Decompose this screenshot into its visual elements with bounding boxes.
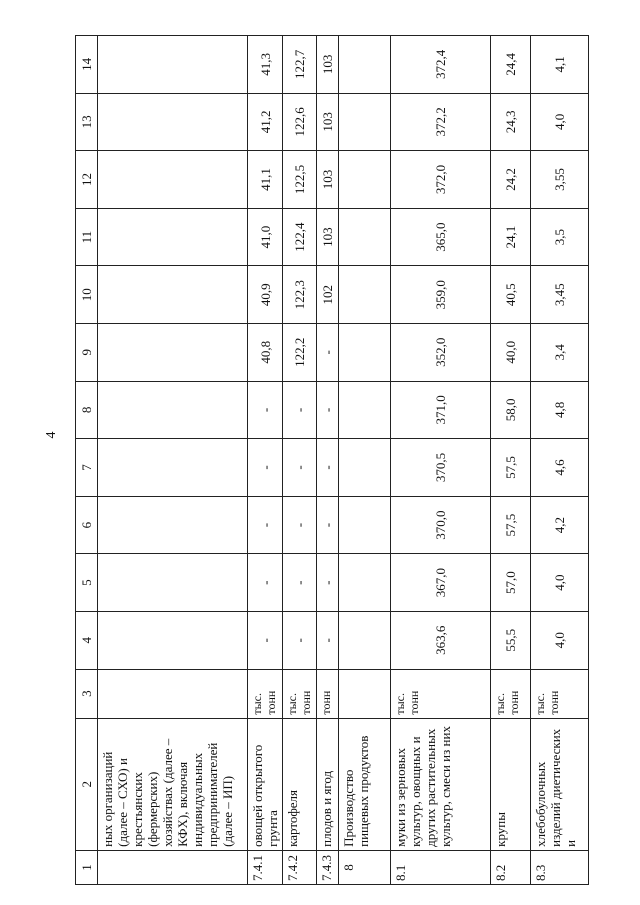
row-number: 8.3: [531, 850, 589, 884]
value-cell: 367,0: [391, 554, 491, 612]
value-cell: -: [248, 496, 283, 554]
value-cell: 370,5: [391, 439, 491, 497]
table-row: [283, 36, 317, 885]
column-number: 11: [76, 208, 98, 266]
row-number: 7.4.1: [248, 850, 283, 884]
column-number-row: [76, 36, 98, 885]
value-cell: 359,0: [391, 266, 491, 324]
value-cell: -: [317, 439, 339, 497]
value-cell: 4,2: [531, 496, 589, 554]
column-number: 3: [76, 669, 98, 718]
value-cell: [339, 611, 391, 669]
value-cell: 4,8: [531, 381, 589, 439]
value-cell: 24,1: [491, 208, 531, 266]
value-cell: 40,9: [248, 266, 283, 324]
value-cell: 4,1: [531, 36, 589, 94]
value-cell: 122,5: [283, 151, 317, 209]
value-cell: 24,4: [491, 36, 531, 94]
value-cell: -: [248, 439, 283, 497]
value-cell: -: [248, 381, 283, 439]
value-cell: -: [317, 381, 339, 439]
value-cell: [98, 324, 248, 382]
value-cell: 371,0: [391, 381, 491, 439]
value-cell: [339, 381, 391, 439]
value-cell: 24,2: [491, 151, 531, 209]
value-cell: 4,6: [531, 439, 589, 497]
value-cell: [98, 266, 248, 324]
value-cell: 3,5: [531, 208, 589, 266]
value-cell: [98, 36, 248, 94]
value-cell: [98, 151, 248, 209]
value-cell: 40,0: [491, 324, 531, 382]
value-cell: [339, 324, 391, 382]
value-cell: -: [248, 554, 283, 612]
value-cell: 102: [317, 266, 339, 324]
value-cell: 41,3: [248, 36, 283, 94]
value-cell: -: [317, 611, 339, 669]
table-row: [248, 36, 283, 885]
value-cell: 57,5: [491, 496, 531, 554]
value-cell: -: [283, 554, 317, 612]
value-cell: [339, 208, 391, 266]
value-cell: [98, 208, 248, 266]
value-cell: [339, 439, 391, 497]
column-number: 10: [76, 266, 98, 324]
value-cell: 58,0: [491, 381, 531, 439]
unit: тыс. тонн: [283, 669, 317, 718]
row-number-text: 8: [341, 864, 356, 871]
unit: [339, 669, 391, 718]
value-cell: 24,3: [491, 93, 531, 151]
table-row: [391, 36, 491, 885]
value-cell: 103: [317, 93, 339, 151]
value-cell: [98, 611, 248, 669]
column-number: 8: [76, 381, 98, 439]
column-number: 2: [76, 718, 98, 850]
value-cell: 352,0: [391, 324, 491, 382]
value-cell: 4,0: [531, 611, 589, 669]
column-number: 1: [76, 850, 98, 884]
value-cell: 372,0: [391, 151, 491, 209]
value-cell: 370,0: [391, 496, 491, 554]
value-cell: 3,4: [531, 324, 589, 382]
indicator-name: Производство пищевых продуктов: [339, 718, 391, 850]
row-number: [98, 850, 248, 884]
column-number: 5: [76, 554, 98, 612]
column-number: 6: [76, 496, 98, 554]
value-cell: 4,0: [531, 93, 589, 151]
indicator-name: картофеля: [283, 718, 317, 850]
unit: тыс. тонн: [391, 669, 491, 718]
unit: тыс. тонн: [248, 669, 283, 718]
value-cell: 3,45: [531, 266, 589, 324]
table-row: [339, 36, 391, 885]
value-cell: -: [317, 496, 339, 554]
value-cell: 122,7: [283, 36, 317, 94]
value-cell: 103: [317, 36, 339, 94]
indicator-name: ных организаций (далее – СХО) и крестьянских (фермерских) хозяйствах (далее – КФХ), включая индивидуальных предпринимателей (далее – ИП): [98, 718, 248, 850]
table-row: [491, 36, 531, 885]
column-number: 4: [76, 611, 98, 669]
value-cell: -: [283, 611, 317, 669]
column-number: 7: [76, 439, 98, 497]
value-cell: [339, 496, 391, 554]
value-cell: -: [283, 496, 317, 554]
unit: тонн: [317, 669, 339, 718]
rotated-table-wrapper: [75, 35, 590, 885]
value-cell: -: [317, 324, 339, 382]
value-cell: 103: [317, 208, 339, 266]
value-cell: 365,0: [391, 208, 491, 266]
unit: [98, 669, 248, 718]
value-cell: 122,2: [283, 324, 317, 382]
indicator-name: хлебобулочных изделий диетических и: [531, 718, 589, 850]
value-cell: [339, 554, 391, 612]
indicator-name: муки из зерновых культур, овощных и других растительных культур, смеси из них: [391, 718, 491, 850]
value-cell: -: [283, 439, 317, 497]
value-cell: 372,4: [391, 36, 491, 94]
table-row: [317, 36, 339, 885]
value-cell: 57,0: [491, 554, 531, 612]
value-cell: [339, 36, 391, 94]
value-cell: -: [248, 611, 283, 669]
row-number: 7.4.3: [317, 850, 339, 884]
value-cell: 372,2: [391, 93, 491, 151]
table-row: [531, 36, 589, 885]
value-cell: 41,2: [248, 93, 283, 151]
row-number: 8.2: [491, 850, 531, 884]
row-number: [339, 850, 391, 884]
value-cell: 57,5: [491, 439, 531, 497]
value-cell: [98, 93, 248, 151]
value-cell: 122,6: [283, 93, 317, 151]
column-number: 12: [76, 151, 98, 209]
value-cell: [339, 266, 391, 324]
value-cell: 122,4: [283, 208, 317, 266]
value-cell: [98, 496, 248, 554]
value-cell: 363,6: [391, 611, 491, 669]
unit: тыс. тонн: [491, 669, 531, 718]
table-row: [98, 36, 248, 885]
indicator-name: овощей открытого грунта: [248, 718, 283, 850]
value-cell: [98, 439, 248, 497]
value-cell: 4,0: [531, 554, 589, 612]
value-cell: -: [283, 381, 317, 439]
row-number: 8.1: [391, 850, 491, 884]
value-cell: 40,5: [491, 266, 531, 324]
unit: тыс. тонн: [531, 669, 589, 718]
value-cell: 122,3: [283, 266, 317, 324]
value-cell: [339, 151, 391, 209]
value-cell: 55,5: [491, 611, 531, 669]
value-cell: 41,1: [248, 151, 283, 209]
value-cell: 3,55: [531, 151, 589, 209]
value-cell: [98, 554, 248, 612]
page-number: 4: [44, 431, 59, 439]
column-number: 13: [76, 93, 98, 151]
production-table: [75, 35, 589, 885]
column-number: 14: [76, 36, 98, 94]
value-cell: 41,0: [248, 208, 283, 266]
indicator-name: крупы: [491, 718, 531, 850]
value-cell: 103: [317, 151, 339, 209]
value-cell: [339, 93, 391, 151]
value-cell: 40,8: [248, 324, 283, 382]
indicator-name: плодов и ягод: [317, 718, 339, 850]
value-cell: [98, 381, 248, 439]
column-number: 9: [76, 324, 98, 382]
value-cell: -: [317, 554, 339, 612]
row-number: 7.4.2: [283, 850, 317, 884]
